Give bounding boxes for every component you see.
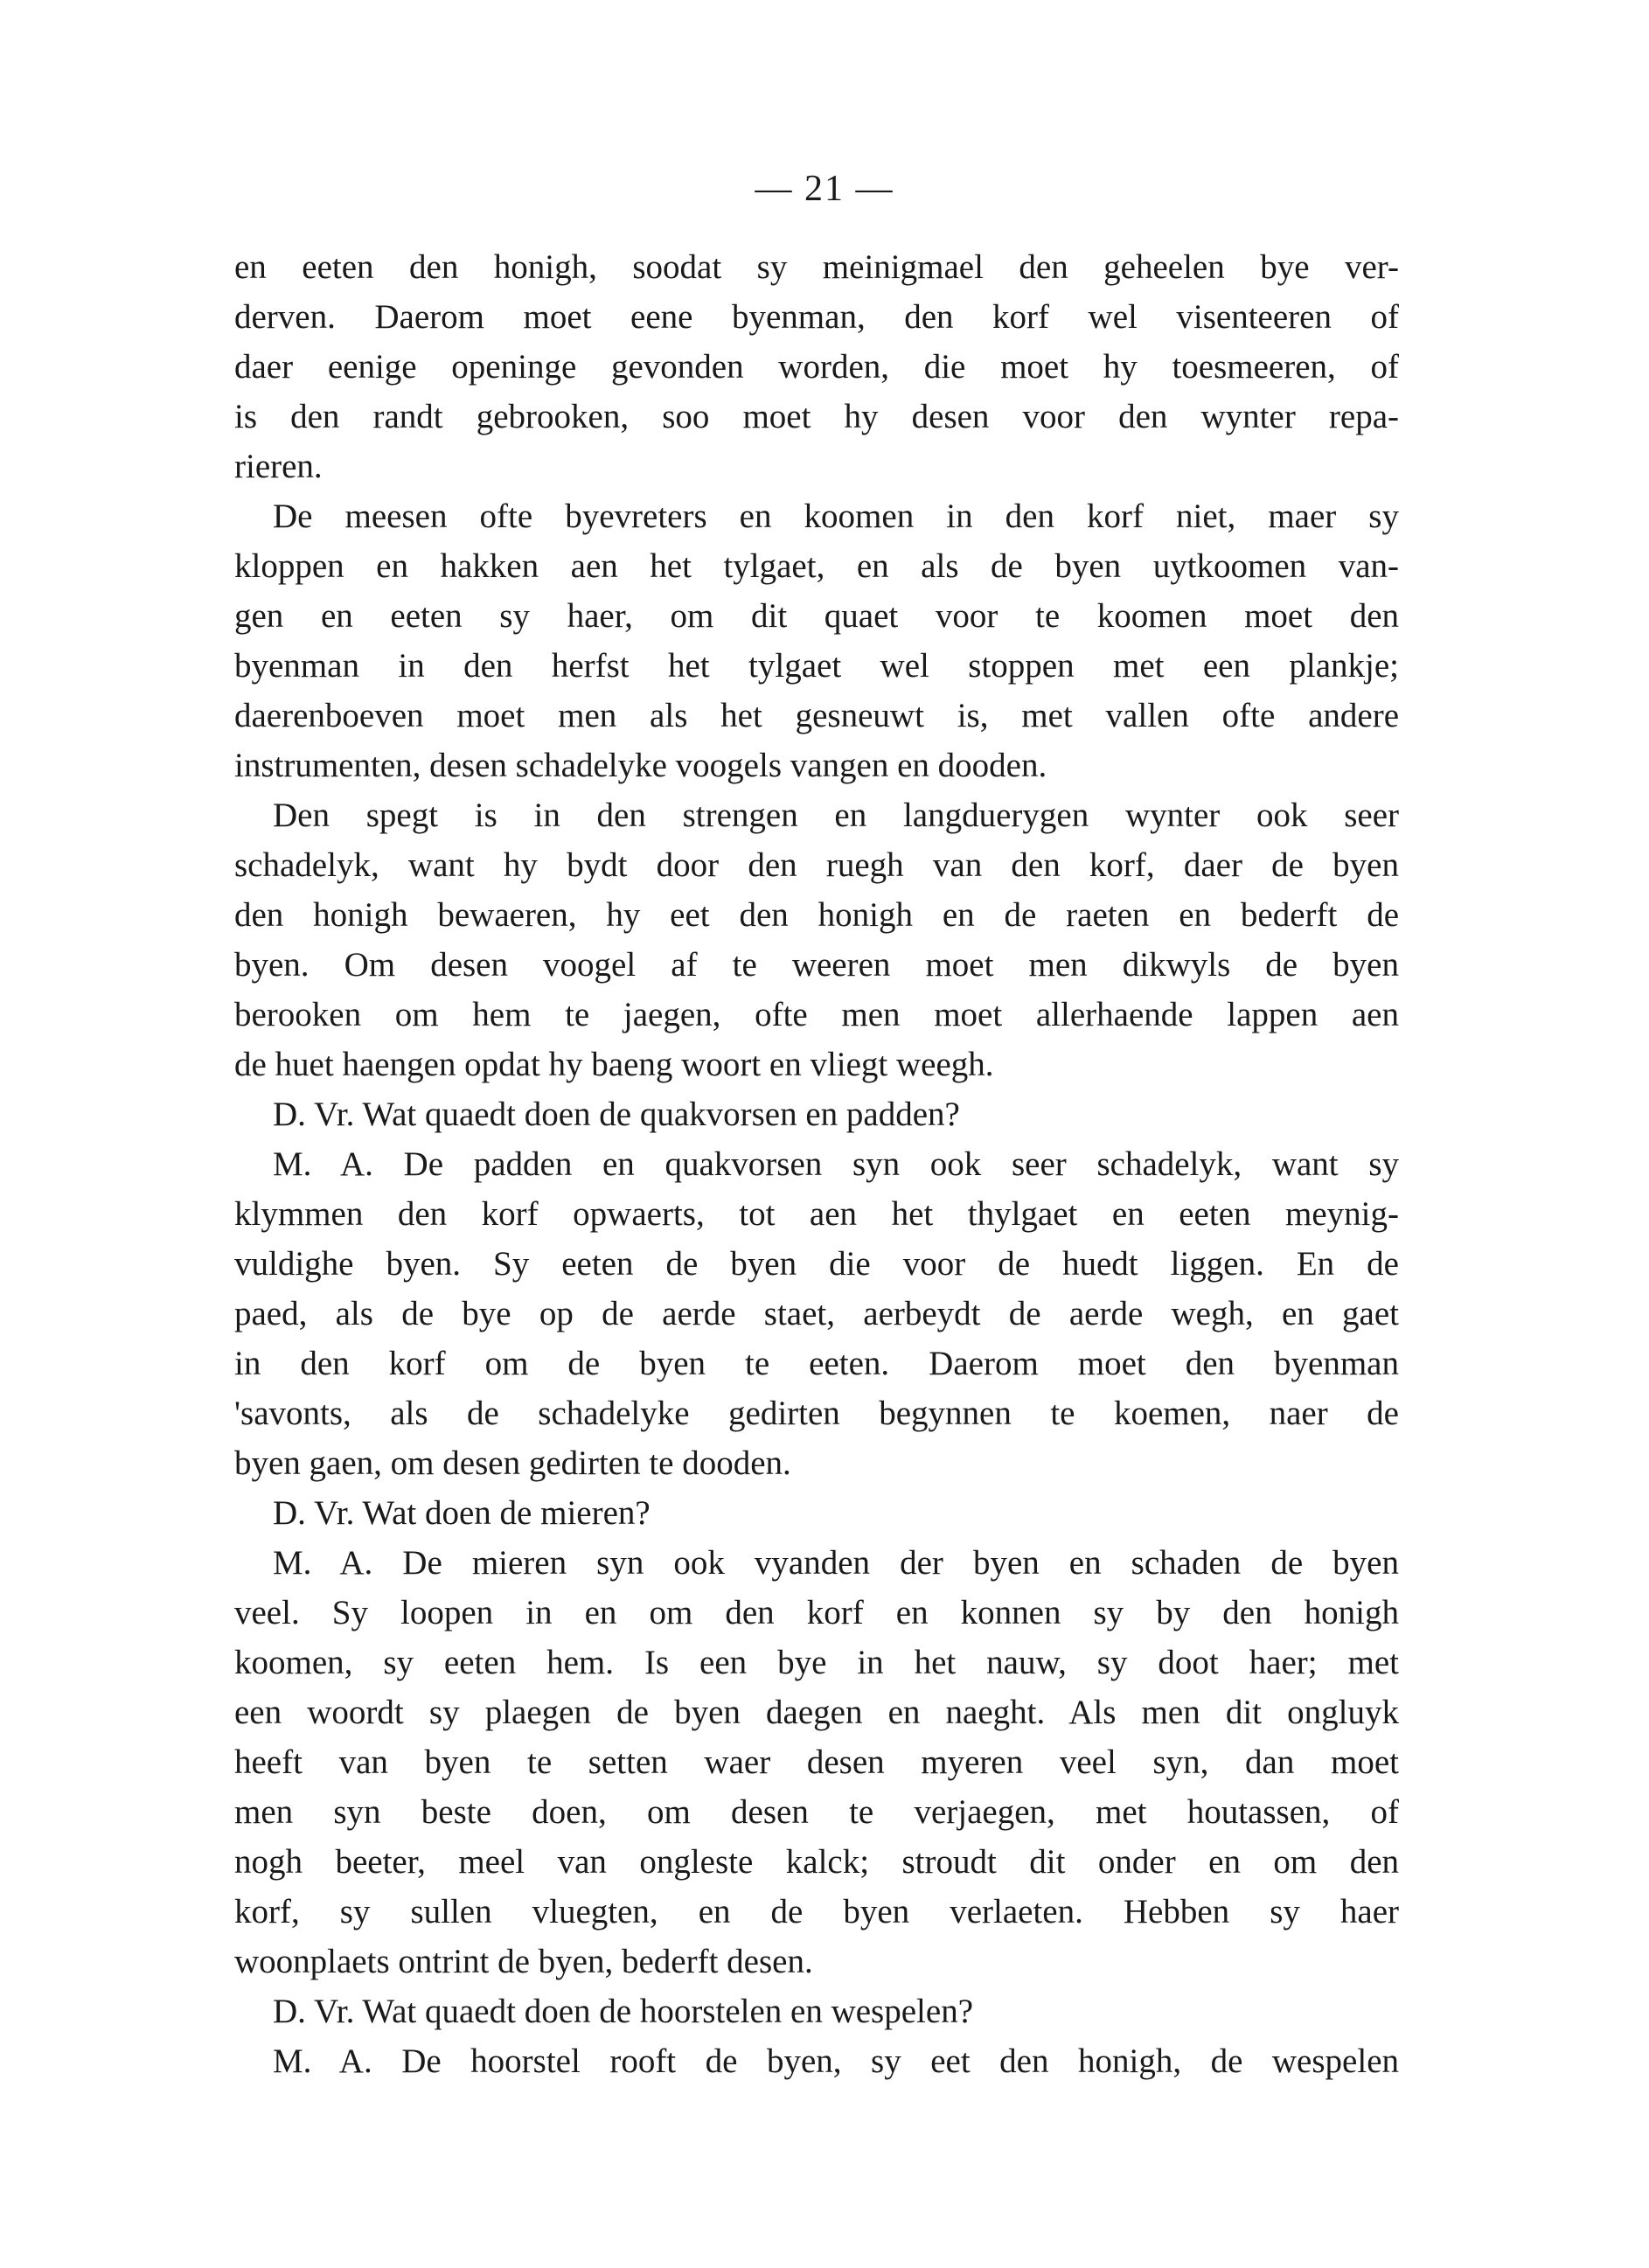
text-line: byen gaen, om desen gedirten te dooden. [234, 1444, 791, 1482]
body-text [234, 242, 1399, 2086]
text-line: D. Vr. Wat doen de mieren? [273, 1494, 651, 1532]
text-line: en eeten den honigh, soodat sy meinigmael den geheelen bye ver- [234, 248, 1399, 286]
text-line: in den korf om de byen te eeten. Daerom moet den byenman [234, 1345, 1399, 1382]
text-line: D. Vr. Wat quaedt doen de hoorstelen en wespelen? [273, 1993, 974, 2030]
text-line: byenman in den herfst het tylgaet wel stoppen met een plankje; [234, 647, 1399, 685]
text-line: woonplaets ontrint de byen, bederft desen. [234, 1943, 813, 1980]
text-line: derven. Daerom moet eene byenman, den korf wel visenteeren of [234, 298, 1399, 336]
text-line: klymmen den korf opwaerts, tot aen het thylgaet en eeten meynig- [234, 1195, 1399, 1233]
text-line: 'savonts, als de schadelyke gedirten begynnen te koemen, naer de [234, 1395, 1399, 1432]
text-line: D. Vr. Wat quaedt doen de quakvorsen en padden? [273, 1096, 960, 1133]
text-line: schadelyk, want hy bydt door den ruegh van den korf, daer de byen [234, 846, 1399, 884]
text-line: nogh beeter, meel van ongleste kalck; stroudt dit onder en om den [234, 1843, 1399, 1881]
text-line: heeft van byen te setten waer desen myeren veel syn, dan moet [234, 1743, 1399, 1781]
text-line: een woordt sy plaegen de byen daegen en naeght. Als men dit ongluyk [234, 1694, 1399, 1731]
text-line: korf, sy sullen vluegten, en de byen verlaeten. Hebben sy haer [234, 1893, 1399, 1931]
text-line: M. A. De mieren syn ook vyanden der byen en schaden de byen [273, 1544, 1399, 1582]
text-line: byen. Om desen voogel af te weeren moet men dikwyls de byen [234, 946, 1399, 984]
text-line: is den randt gebrooken, soo moet hy desen voor den wynter repa- [234, 398, 1399, 435]
text-line: M. A. De padden en quakvorsen syn ook seer schadelyk, want sy [273, 1145, 1399, 1183]
text-line: kloppen en hakken aen het tylgaet, en als de byen uytkoomen van- [234, 547, 1399, 585]
text-line: daer eenige openinge gevonden worden, die moet hy toesmeeren, of [234, 348, 1399, 386]
text-line: den honigh bewaeren, hy eet den honigh en de raeten en bederft de [234, 896, 1399, 934]
text-line: M. A. De hoorstel rooft de byen, sy eet den honigh, de wespelen [273, 2042, 1399, 2080]
text-line: De meesen ofte byevreters en koomen in den korf niet, maer sy [273, 497, 1399, 535]
text-line: koomen, sy eeten hem. Is een bye in het nauw, sy doot haer; met [234, 1644, 1399, 1681]
text-line: gen en eeten sy haer, om dit quaet voor te koomen moet den [234, 597, 1399, 635]
text-line: rieren. [234, 448, 323, 485]
page-number: — 21 — [755, 169, 894, 209]
text-line: Den spegt is in den strengen en langduerygen wynter ook seer [273, 797, 1399, 834]
text-line: instrumenten, desen schadelyke voogels vangen en dooden. [234, 747, 1047, 784]
text-line: paed, als de bye op de aerde staet, aerbeydt de aerde wegh, en gaet [234, 1295, 1399, 1332]
text-line: veel. Sy loopen in en om den korf en konnen sy by den honigh [234, 1594, 1399, 1631]
text-line: daerenboeven moet men als het gesneuwt is, met vallen ofte andere [234, 697, 1399, 734]
text-line: vuldighe byen. Sy eeten de byen die voor de huedt liggen. En de [234, 1245, 1399, 1283]
text-line: berooken om hem te jaegen, ofte men moet allerhaende lappen aen [234, 996, 1399, 1033]
text-line: men syn beste doen, om desen te verjaegen, met houtassen, of [234, 1793, 1399, 1831]
text-line: de huet haengen opdat hy baeng woort en vliegt weegh. [234, 1046, 994, 1083]
